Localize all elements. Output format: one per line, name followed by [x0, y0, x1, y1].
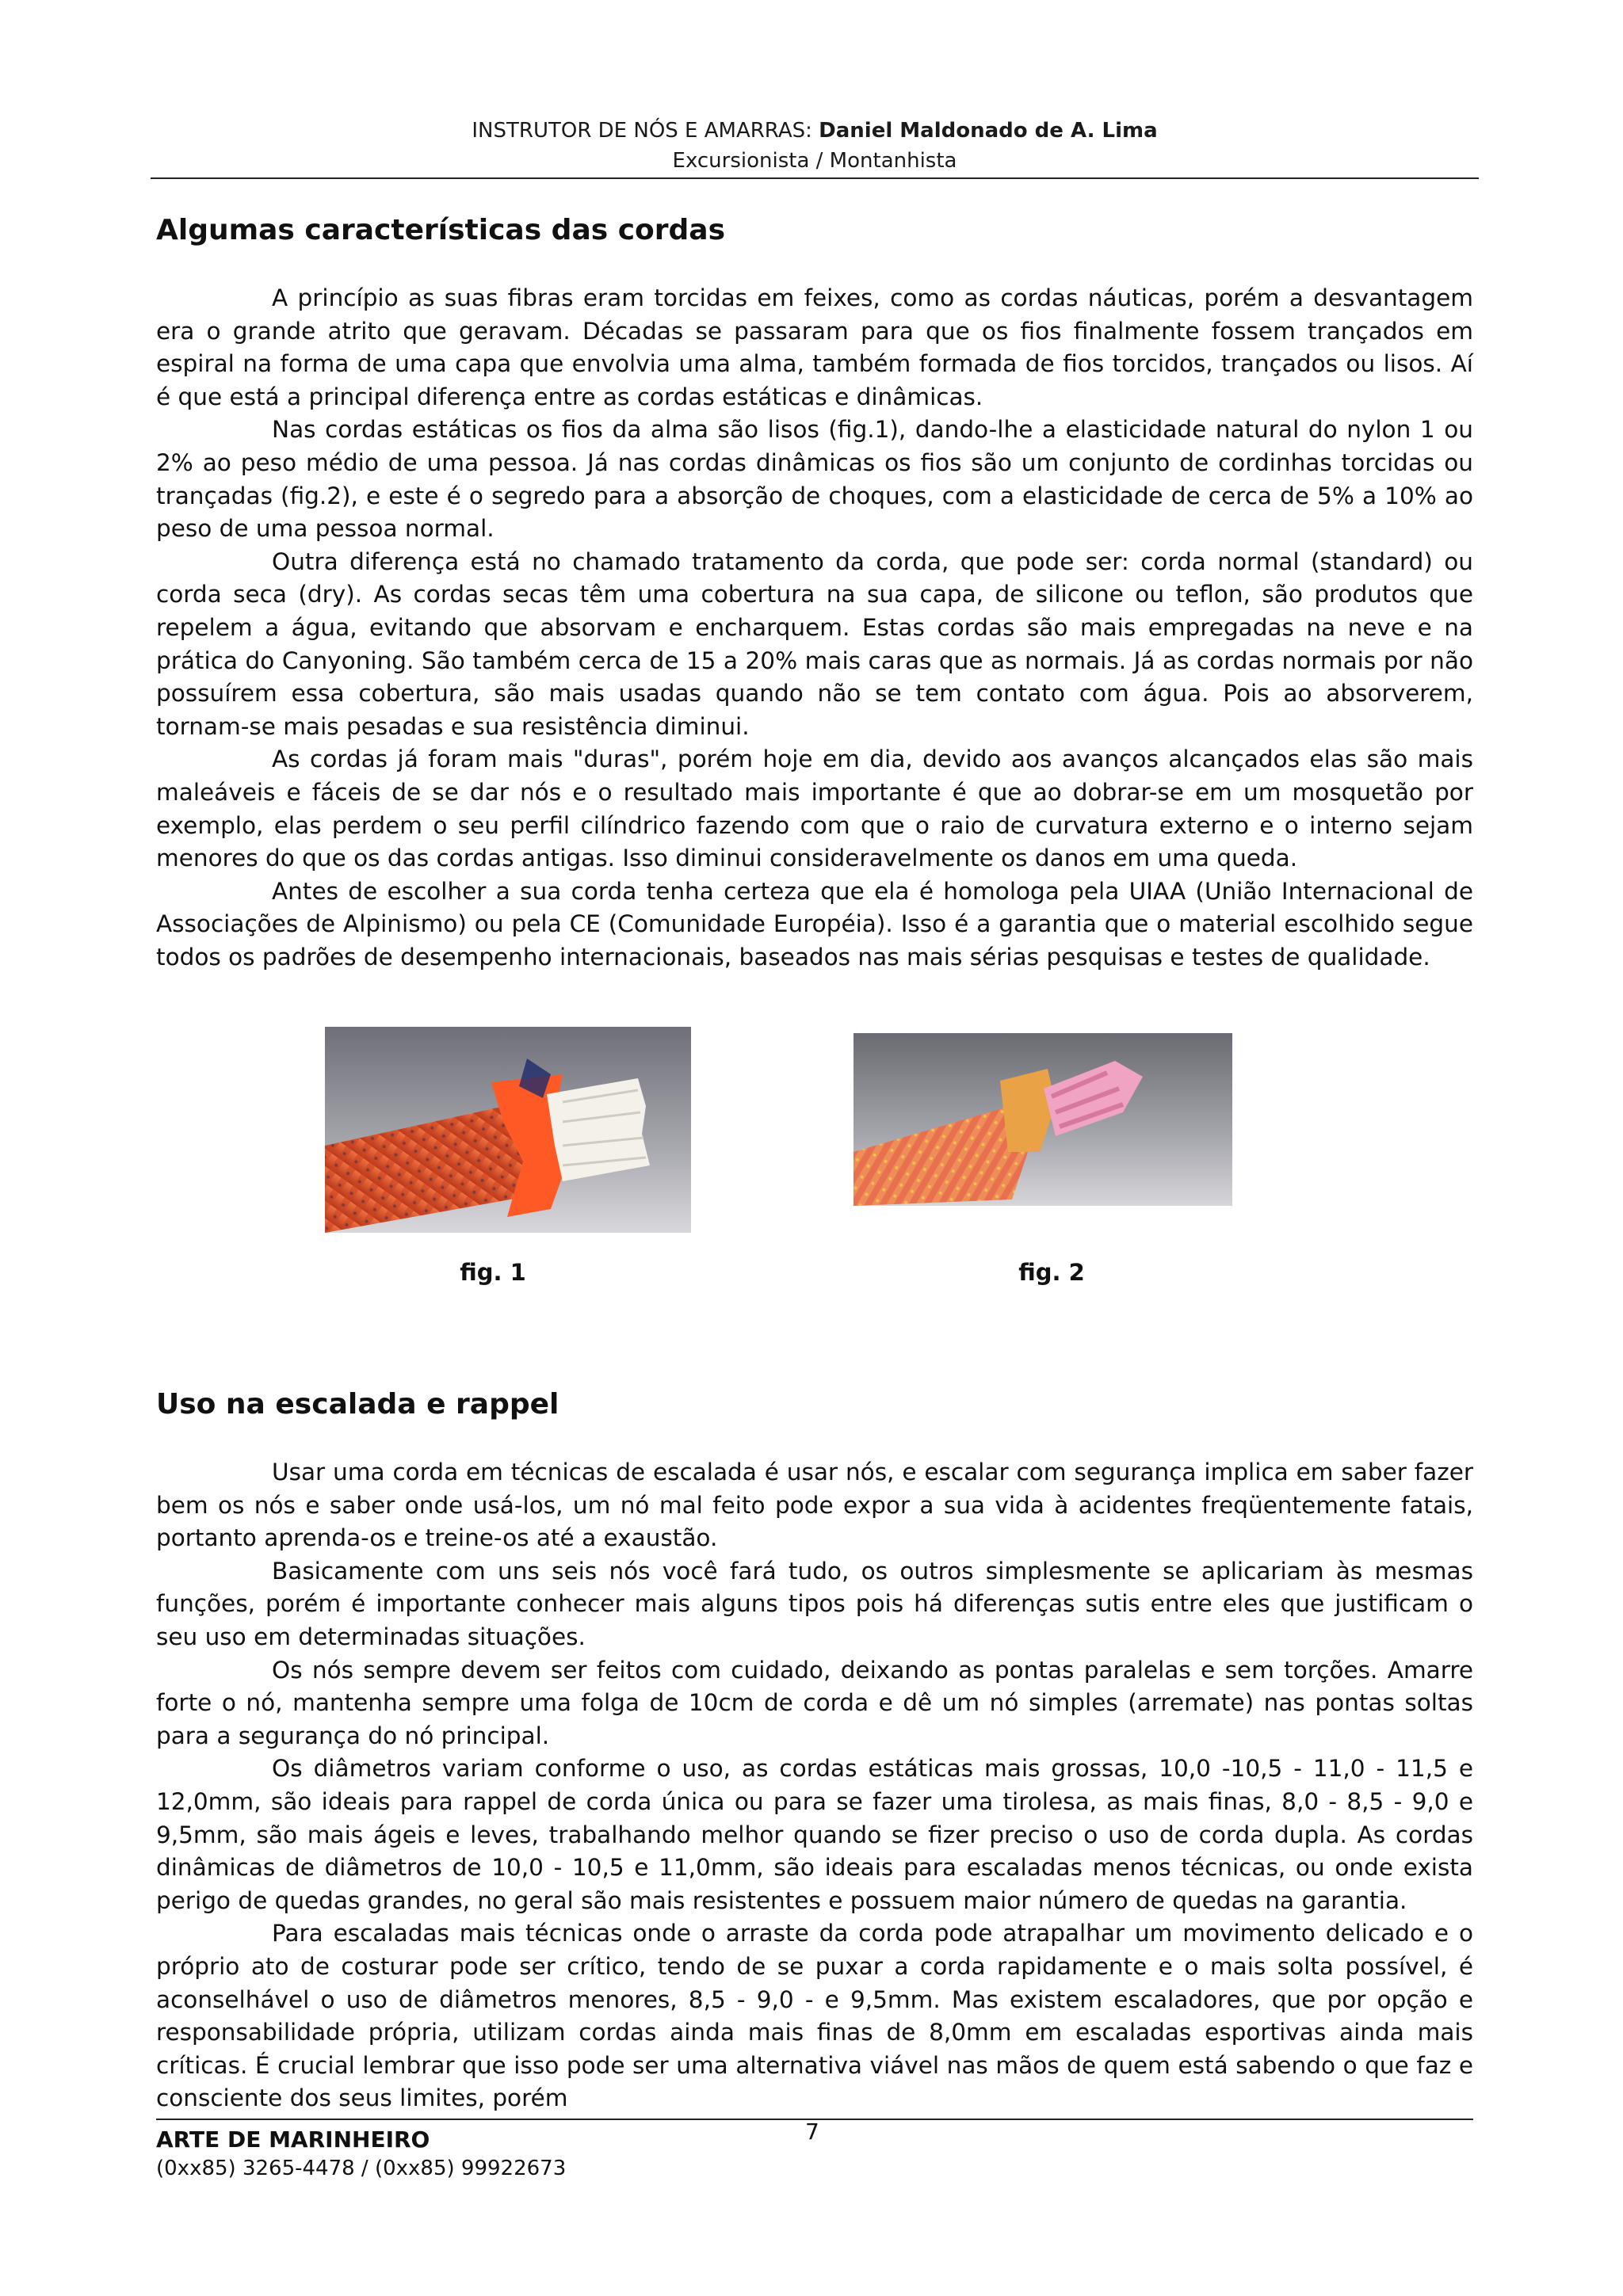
section-body-characteristics: [156, 282, 1473, 974]
figure-static-rope-photo: [325, 1027, 691, 1233]
header-author: Daniel Maldonado de A. Lima: [819, 119, 1158, 143]
page-header: [151, 116, 1479, 176]
section-title-climbing-rappel: Uso na escalada e rappel: [156, 1388, 559, 1421]
paragraph: A princípio as suas fibras eram torcidas em feixes, como as cordas náuticas, porém a desvantagem era o grande atrito que geravam. Décadas se passaram para que os fios finalmente fossem trançados em espiral na forma de uma capa que envolvia uma alma, também formada de fios torcidos, trançados ou lisos. Aí é que está a principal diferença entre as cordas estáticas e dinâmicas.: [156, 284, 1473, 410]
paragraph: Os nós sempre devem ser feitos com cuidado, deixando as pontas paralelas e sem torções. Amarre forte o nó, mantenha sempre uma folga de 10cm de corda e dê um nó simples (arremate) nas pontas soltas para a segurança do nó principal.: [156, 1656, 1473, 1749]
paragraph: Usar uma corda em técnicas de escalada é usar nós, e escalar com segurança implica em saber fazer bem os nós e saber onde usá-los, um nó mal feito pode expor a sua vida à acidentes freqüentemente fatais, portanto aprenda-os e treine-os até a exaustão.: [156, 1459, 1473, 1552]
paragraph: Para escaladas mais técnicas onde o arraste da corda pode atrapalhar um movimento delicado e o próprio ato de costurar pode ser crítico, tendo de se puxar a corda rapidamente e o mais solta possível, é aconselhável o uso de diâmetros menores, 8,5 - 9,0 - e 9,5mm. Mas existem escaladores, que por opção e responsabilidade própria, utilizam cordas ainda mais finas de 8,0mm em escaladas esportivas ainda mais críticas. É crucial lembrar que isso pode ser uma alternativa viável nas mãos de quem está sabendo o que faz e consciente dos seus limites, porém: [156, 1920, 1473, 2112]
header-divider: [151, 177, 1479, 179]
header-line: [151, 116, 1479, 146]
section-title-characteristics: Algumas características das cordas: [156, 214, 726, 246]
paragraph: Nas cordas estáticas os fios da alma são lisos (fig.1), dando-lhe a elasticidade natural do nylon 1 ou 2% ao peso médio de uma pessoa. Já nas cordas dinâmicas os fios são um conjunto de cordinhas torcidas ou trançadas (fig.2), e este é o segredo para a absorção de choques, com a elasticidade de cerca de 5% a 10% ao peso de uma pessoa normal.: [156, 416, 1473, 543]
footer-phone: (0xx85) 3265-4478 / (0xx85) 99922673: [156, 2157, 567, 2180]
paragraph: Antes de escolher a sua corda tenha certeza que ela é homologa pela UIAA (União Internacional de Associações de Alpinismo) ou pela CE (Comunidade Européia). Isso é a garantia que o material escolhido segue todos os padrões de desempenho internacionais, baseados nas mais sérias pesquisas e testes de qualidade.: [156, 877, 1473, 971]
figure-caption-2: fig. 2: [1018, 1259, 1085, 1286]
paragraph: Os diâmetros variam conforme o uso, as cordas estáticas mais grossas, 10,0 -10,5 - 11,0 - 11,5 e 12,0mm, são ideais para rappel de corda única ou para se fazer uma tirolesa, as mais finas, 8,0 - 8,5 - 9,0 e 9,5mm, são mais ágeis e leves, trabalhando melhor quando se fizer preciso o uso de corda dupla. As cordas dinâmicas de diâmetros de 10,0 - 10,5 e 11,0mm, são ideais para escaladas menos técnicas, ou onde exista perigo de quedas grandes, no geral são mais resistentes e possuem maior número de quedas na garantia.: [156, 1755, 1473, 1914]
header-subtitle: Excursionista / Montanhista: [672, 149, 957, 173]
static-rope-illustration: [325, 1027, 691, 1233]
footer-brand: ARTE DE MARINHEIRO: [156, 2126, 430, 2153]
figure-dynamic-rope-photo: [854, 1033, 1232, 1206]
header-prefix: INSTRUTOR DE NÓS E AMARRAS:: [472, 119, 819, 143]
dynamic-rope-illustration: [854, 1033, 1232, 1206]
figure-caption-1: fig. 1: [460, 1259, 526, 1286]
paragraph: Basicamente com uns seis nós você fará tudo, os outros simplesmente se aplicariam às mesmas funções, porém é importante conhecer mais alguns tipos pois há diferenças sutis entre eles que justificam o seu uso em determinadas situações.: [156, 1557, 1473, 1650]
page-number: 7: [805, 2119, 819, 2145]
section-body-climbing-rappel: [156, 1456, 1473, 2115]
paragraph: Outra diferença está no chamado tratamento da corda, que pode ser: corda normal (standard) ou corda seca (dry). As cordas secas têm uma cobertura na sua capa, de silicone ou teflon, são produtos que repelem a água, evitando que absorvam e encharquem. Estas cordas são mais empregadas na neve e na prática do Canyoning. São também cerca de 15 a 20% mais caras que as normais. Já as cordas normais por não possuírem essa cobertura, são mais usadas quando não se tem contato com água. Pois ao absorverem, tornam-se mais pesadas e sua resistência diminui.: [156, 547, 1473, 740]
paragraph: As cordas já foram mais "duras", porém hoje em dia, devido aos avanços alcançados elas são mais maleáveis e fáceis de se dar nós e o resultado mais importante é que ao dobrar-se em um mosquetão por exemplo, elas perdem o seu perfil cilíndrico fazendo com que o raio de curvatura externo e o interno sejam menores do que os das cordas antigas. Isso diminui consideravelmente os danos em uma queda.: [156, 746, 1473, 872]
